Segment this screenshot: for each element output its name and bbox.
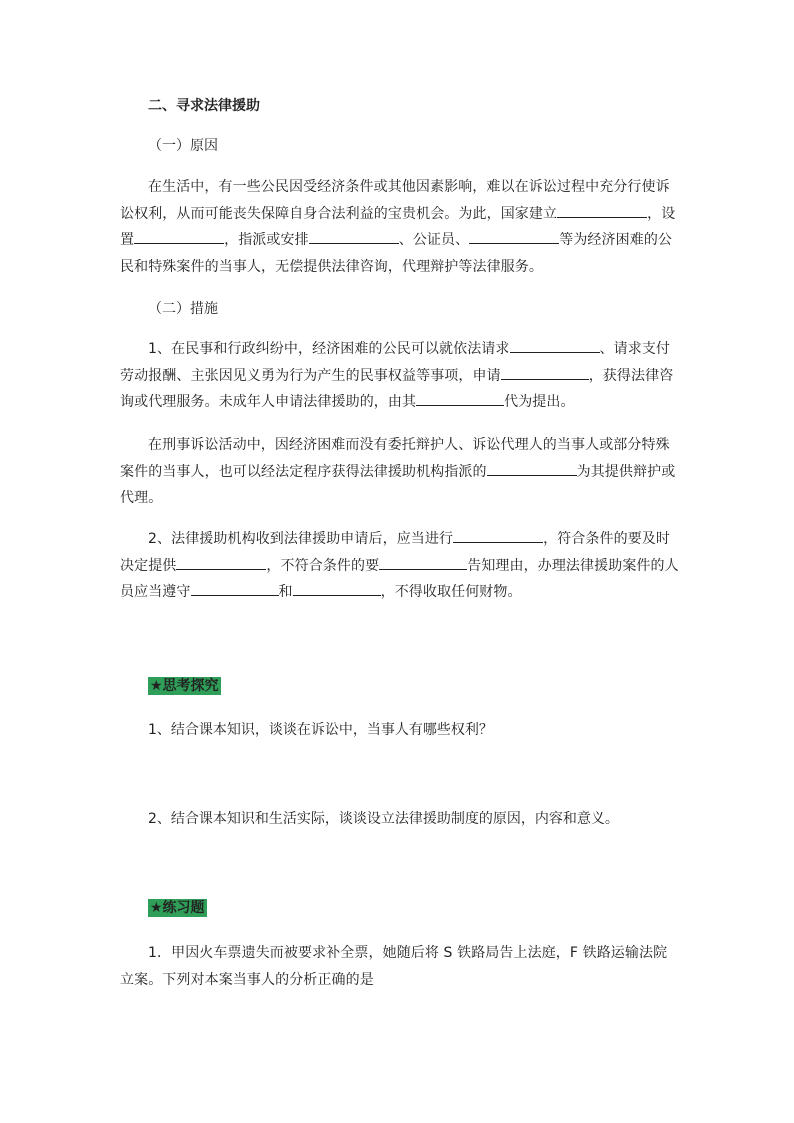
fill-blank[interactable] bbox=[453, 528, 543, 543]
fill-blank[interactable] bbox=[510, 338, 600, 353]
fill-blank[interactable] bbox=[309, 229, 399, 244]
cause-heading: （一）原因 bbox=[148, 138, 218, 154]
measure-2-paragraph: 2、法律援助机构收到法律援助申请后，应当进行 ，符合条件的要及时决定提供 ，不符合条件的要 告知理由，办理法律援助案件的人员应当遵守 和 ，不得收取任何财物。 bbox=[120, 526, 680, 606]
measure-1b-paragraph: 在刑事诉讼活动中，因经济困难而没有委托辩护人、诉讼代理人的当事人或部分特殊案件的当事人，也可以经法定程序获得法律援助机构指派的 为其提供辩护或代理。 bbox=[120, 437, 676, 506]
fill-blank[interactable] bbox=[134, 229, 224, 244]
practice-question-1: 1．甲因火车票遗失而被要求补全票，她随后将 S 铁路局告上法庭，F 铁路运输法院立案。下列对本案当事人的分析正确的是 bbox=[120, 945, 668, 988]
fill-blank[interactable] bbox=[293, 581, 381, 596]
fill-blank[interactable] bbox=[379, 555, 467, 570]
fill-blank[interactable] bbox=[501, 365, 589, 380]
fill-blank[interactable] bbox=[487, 461, 577, 476]
fill-blank[interactable] bbox=[176, 555, 266, 570]
think-question-1: 1、结合课本知识，谈谈在诉讼中，当事人有哪些权利？ bbox=[148, 722, 493, 738]
think-question-2: 2、结合课本知识和生活实际，谈谈设立法律援助制度的原因，内容和意义。 bbox=[148, 811, 619, 827]
measures-heading: （二）措施 bbox=[148, 301, 218, 317]
section-title: 二、寻求法律援助 bbox=[148, 98, 260, 114]
think-explore-label: ★思考探究 bbox=[150, 678, 219, 694]
fill-blank[interactable] bbox=[557, 203, 647, 218]
cause-paragraph: 在生活中，有一些公民因受经济条件或其他因素影响，难以在诉讼过程中充分行使诉讼权利，从而可能丧失保障自身合法利益的宝贵机会。为此，国家建立 ，设置 ，指派或安排 、公证员、 等为经济困难的公民和特殊案件的当事人，无偿提供法律咨询，代理辩护等法律服务。 bbox=[120, 179, 676, 275]
fill-blank[interactable] bbox=[469, 229, 559, 244]
measure-1-paragraph: 1、在民事和行政纠纷中，经济困难的公民可以就依法请求 、请求支付劳动报酬、主张因见义勇为行为产生的民事权益等事项，申请 ，获得法律咨询或代理服务。未成年人申请法律援助的，由其 代为提出。 bbox=[120, 336, 680, 416]
fill-blank[interactable] bbox=[191, 581, 279, 596]
practice-label: ★练习题 bbox=[150, 900, 205, 916]
fill-blank[interactable] bbox=[416, 391, 504, 406]
